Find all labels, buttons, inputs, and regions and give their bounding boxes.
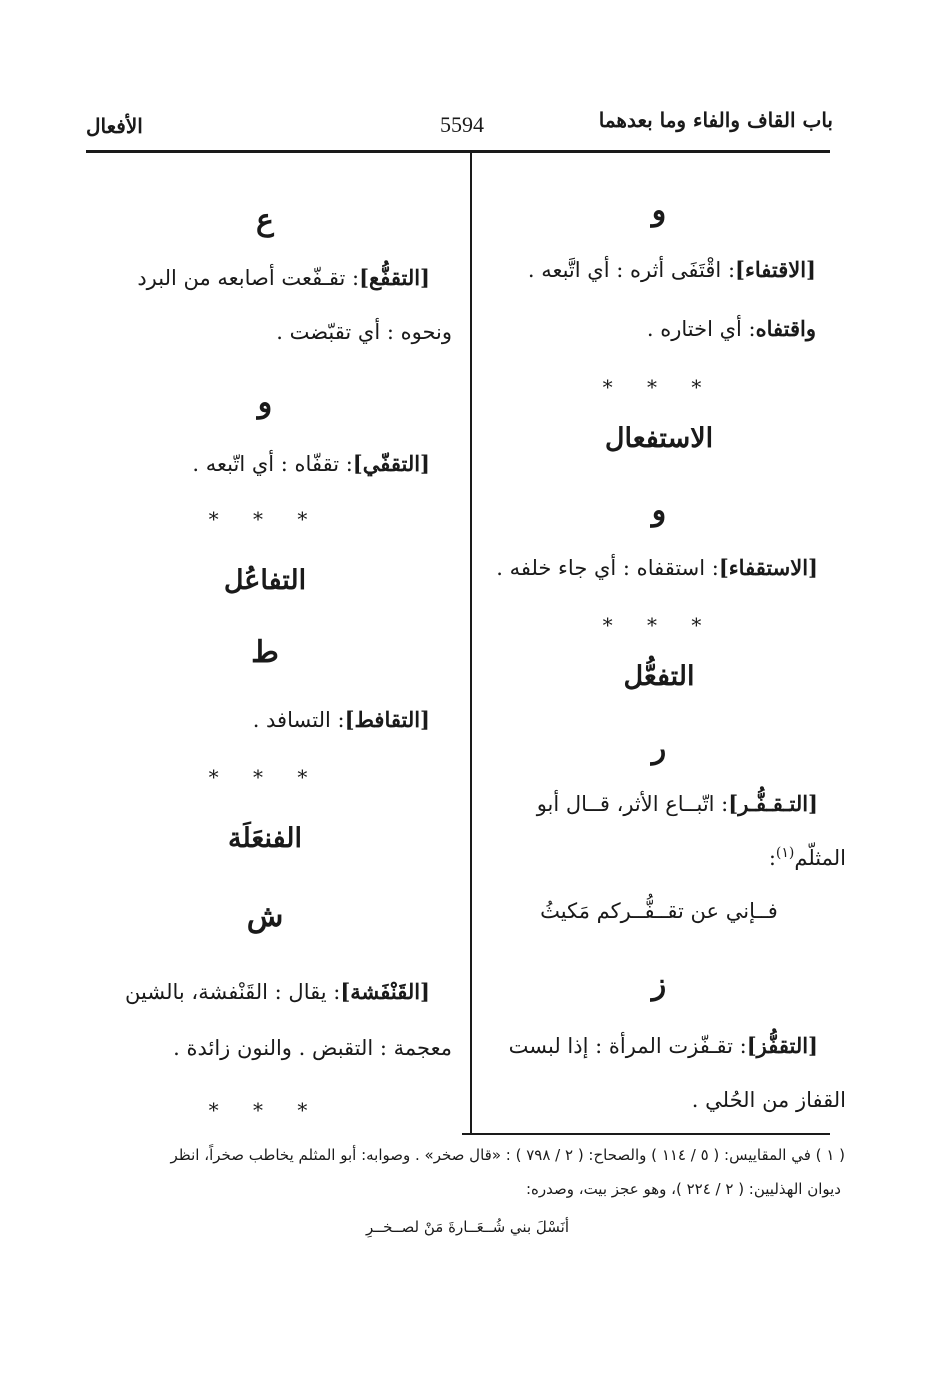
entry-headword: [التقفُّع]	[359, 265, 430, 290]
dictionary-entry	[60, 707, 430, 732]
running-title-left: الأفعال	[86, 114, 143, 138]
entry-continuation: معجمة : التقبض . والنون زائدة .	[173, 1036, 452, 1060]
footnote-line: ( ١ ) في المقاييس: ( ٥ / ١١٤ ) والصحاح: ( ٢ / ٧٩٨ ) : «قال صخر» . وصوابه: أبو المثلم يخاطب صخراً، انظر	[170, 1146, 845, 1164]
dictionary-entry	[472, 1033, 818, 1058]
section-separator: * * *	[602, 613, 716, 637]
entry-text: : تقـفّزت المرأة : إذا لبست	[508, 1034, 747, 1058]
dictionary-entry	[60, 451, 430, 476]
entry-headword: [التـقـفُّـر]	[728, 791, 818, 816]
entry-text: : اتّبــاع الأثر، قــال أبو	[536, 792, 729, 816]
letter-heading: ط	[251, 635, 279, 670]
letter-heading: و	[651, 493, 667, 528]
entry-headword: واقتفاه	[755, 316, 816, 341]
section-heading: الاستفعال	[604, 423, 714, 454]
right-column	[472, 153, 846, 1133]
section-heading: التفعُّل	[623, 661, 695, 692]
entry-headword: [التقفُّز]	[746, 1033, 818, 1058]
section-heading: الفنعَلَة	[228, 823, 302, 854]
footnote-rule	[462, 1133, 830, 1135]
entry-text: : تقفّاه : أي اتّبعه .	[192, 452, 353, 476]
section-separator: * * *	[208, 765, 322, 789]
dictionary-entry	[472, 257, 816, 282]
entry-text: : التسافد .	[252, 708, 345, 732]
letter-heading: ش	[246, 899, 284, 934]
section-separator: * * *	[208, 507, 322, 531]
entry-text: المثلّم	[794, 846, 846, 870]
entry-text: : أي اختاره .	[646, 317, 756, 341]
running-title-right: باب القاف والفاء وما بعدهما	[598, 108, 833, 132]
dictionary-entry	[60, 979, 430, 1004]
section-separator: * * *	[602, 375, 716, 399]
entry-text: : اقْتَفَى أثره : أي اتَّبعه .	[527, 258, 736, 282]
footnote-reference: (١)	[775, 845, 795, 861]
left-column	[60, 153, 470, 1133]
entry-continuation: القفاز من الحُلي .	[691, 1088, 846, 1112]
footnote-line: ديوان الهذليين: ( ٢ / ٢٢٤ )، وهو عجز بيت، وصدره:	[525, 1180, 841, 1198]
dictionary-entry	[60, 265, 430, 290]
entry-headword: [الاستقفاء]	[718, 555, 818, 580]
entry-text: :	[768, 846, 776, 870]
section-heading: التفاعُل	[223, 565, 307, 596]
letter-heading: ز	[651, 967, 667, 1002]
entry-headword: [التقفّي]	[352, 451, 430, 476]
section-separator: * * *	[208, 1098, 322, 1122]
footnote-verse: أنَسْلَ بني شُــعَــارةَ مَنْ لصــخــرِ	[366, 1218, 569, 1236]
entry-headword: [التقافط]	[344, 707, 430, 732]
dictionary-entry	[472, 791, 818, 816]
page-number: 5594	[440, 112, 484, 137]
letter-heading: و	[257, 385, 273, 420]
entry-headword: [القَنْفَشة]	[340, 979, 430, 1004]
entry-continuation	[472, 845, 846, 870]
entry-text: : تقـفّعت أصابعه من البرد	[137, 266, 360, 290]
dictionary-entry	[472, 555, 818, 580]
letter-heading: ر	[651, 731, 667, 766]
entry-text: : استقفاه : أي جاء خلفه .	[496, 556, 719, 580]
entry-continuation: ونحوه : أي تقبّضت .	[276, 320, 452, 344]
letter-heading: ع	[256, 203, 274, 238]
entry-headword: [الاقتفاء]	[735, 257, 816, 282]
poem-verse: فــإني عن تقــفُّــركم مَكيثُ	[540, 899, 778, 923]
dictionary-entry	[472, 316, 816, 341]
entry-text: : يقال : القَنْفشة، بالشين	[125, 980, 341, 1004]
letter-heading: و	[651, 193, 667, 228]
